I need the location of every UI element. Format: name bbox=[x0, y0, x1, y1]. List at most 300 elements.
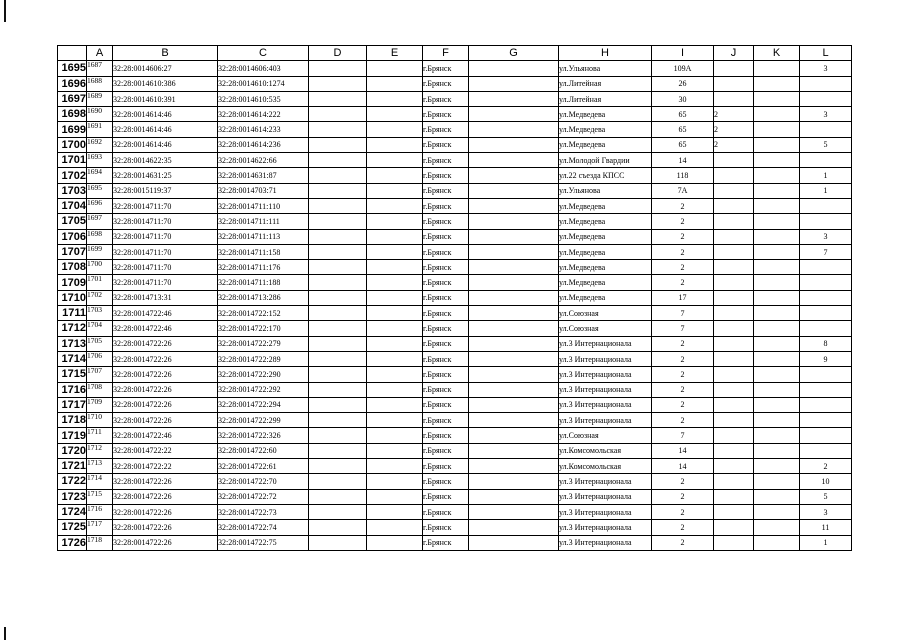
table-row bbox=[58, 336, 852, 351]
cell-l: 3 bbox=[800, 107, 852, 122]
cell-i: 30 bbox=[652, 91, 714, 106]
row-number: 1712 bbox=[58, 321, 87, 336]
column-header-l: L bbox=[800, 46, 852, 61]
table-row bbox=[58, 520, 852, 535]
table-row bbox=[58, 474, 852, 489]
cell-c: 32:28:0014703:71 bbox=[218, 183, 309, 198]
corner-cell bbox=[58, 46, 87, 61]
cell-h: ул.Медведева bbox=[559, 137, 652, 152]
cell-e bbox=[367, 290, 423, 305]
cell-l bbox=[800, 91, 852, 106]
cell-i: 2 bbox=[652, 336, 714, 351]
cell-b: 32:28:0014713:31 bbox=[113, 290, 218, 305]
cell-a: 1694 bbox=[87, 168, 113, 183]
cell-c: 32:28:0014713:286 bbox=[218, 290, 309, 305]
cell-c: 32:28:0014722:326 bbox=[218, 428, 309, 443]
cell-h: ул.3 Интернационала bbox=[559, 489, 652, 504]
cell-c: 32:28:0014631:87 bbox=[218, 168, 309, 183]
cell-l: 10 bbox=[800, 474, 852, 489]
table-row bbox=[58, 443, 852, 458]
cell-b: 32:28:0014711:70 bbox=[113, 229, 218, 244]
cell-c: 32:28:0014722:299 bbox=[218, 413, 309, 428]
row-number: 1702 bbox=[58, 168, 87, 183]
cell-g bbox=[469, 443, 559, 458]
cell-j bbox=[714, 459, 754, 474]
table-row bbox=[58, 198, 852, 213]
cell-f: г.Брянск bbox=[423, 183, 469, 198]
cell-g bbox=[469, 474, 559, 489]
cell-d bbox=[309, 443, 367, 458]
cell-k bbox=[754, 91, 800, 106]
cell-l: 5 bbox=[800, 137, 852, 152]
cell-e bbox=[367, 504, 423, 519]
cell-d bbox=[309, 474, 367, 489]
cell-f: г.Брянск bbox=[423, 535, 469, 550]
cell-e bbox=[367, 474, 423, 489]
cell-b: 32:28:0014722:46 bbox=[113, 321, 218, 336]
row-number: 1718 bbox=[58, 413, 87, 428]
cell-c: 32:28:0014722:294 bbox=[218, 397, 309, 412]
cell-a: 1703 bbox=[87, 306, 113, 321]
cell-k bbox=[754, 382, 800, 397]
cell-k bbox=[754, 443, 800, 458]
cell-d bbox=[309, 275, 367, 290]
cell-e bbox=[367, 61, 423, 76]
cell-h: ул.Медведева bbox=[559, 275, 652, 290]
cell-l bbox=[800, 428, 852, 443]
cell-h: ул.Молодой Гвардии bbox=[559, 153, 652, 168]
cell-h: ул.Союзная bbox=[559, 321, 652, 336]
cell-g bbox=[469, 183, 559, 198]
cell-h: ул.Медведева bbox=[559, 260, 652, 275]
cell-k bbox=[754, 321, 800, 336]
table-row bbox=[58, 214, 852, 229]
cell-i: 2 bbox=[652, 504, 714, 519]
cell-g bbox=[469, 413, 559, 428]
cell-b: 32:28:0014631:25 bbox=[113, 168, 218, 183]
row-number: 1706 bbox=[58, 229, 87, 244]
scan-edge-mark-bottom bbox=[4, 627, 6, 640]
cell-b: 32:28:0014722:26 bbox=[113, 474, 218, 489]
cell-d bbox=[309, 535, 367, 550]
cell-f: г.Брянск bbox=[423, 107, 469, 122]
cell-b: 32:28:0014722:26 bbox=[113, 367, 218, 382]
cell-h: ул.Медведева bbox=[559, 198, 652, 213]
cell-b: 32:28:0014722:26 bbox=[113, 520, 218, 535]
cell-c: 32:28:0014722:61 bbox=[218, 459, 309, 474]
cell-j bbox=[714, 535, 754, 550]
cell-j: 2 bbox=[714, 122, 754, 137]
cell-g bbox=[469, 275, 559, 290]
cell-i: 7 bbox=[652, 428, 714, 443]
cell-e bbox=[367, 367, 423, 382]
cell-k bbox=[754, 76, 800, 91]
row-number: 1700 bbox=[58, 137, 87, 152]
cell-g bbox=[469, 520, 559, 535]
cell-k bbox=[754, 351, 800, 366]
cell-i: 7 bbox=[652, 321, 714, 336]
cell-k bbox=[754, 367, 800, 382]
cell-g bbox=[469, 214, 559, 229]
cell-k bbox=[754, 489, 800, 504]
cell-b: 32:28:0014722:46 bbox=[113, 428, 218, 443]
cell-c: 32:28:0014722:74 bbox=[218, 520, 309, 535]
cell-b: 32:28:0014711:70 bbox=[113, 260, 218, 275]
cell-a: 1691 bbox=[87, 122, 113, 137]
cell-k bbox=[754, 168, 800, 183]
cell-d bbox=[309, 137, 367, 152]
cell-k bbox=[754, 183, 800, 198]
cell-d bbox=[309, 76, 367, 91]
row-number: 1695 bbox=[58, 61, 87, 76]
cell-l: 1 bbox=[800, 168, 852, 183]
cell-h: ул.Медведева bbox=[559, 290, 652, 305]
cell-a: 1716 bbox=[87, 504, 113, 519]
cell-h: ул.3 Интернационала bbox=[559, 520, 652, 535]
cell-e bbox=[367, 443, 423, 458]
cell-f: г.Брянск bbox=[423, 168, 469, 183]
cell-a: 1713 bbox=[87, 459, 113, 474]
cell-c: 32:28:0014722:170 bbox=[218, 321, 309, 336]
table-row bbox=[58, 382, 852, 397]
row-number: 1709 bbox=[58, 275, 87, 290]
cell-f: г.Брянск bbox=[423, 397, 469, 412]
table-row bbox=[58, 504, 852, 519]
cell-l bbox=[800, 214, 852, 229]
cell-g bbox=[469, 382, 559, 397]
cell-f: г.Брянск bbox=[423, 91, 469, 106]
cell-j bbox=[714, 61, 754, 76]
cell-k bbox=[754, 260, 800, 275]
cell-c: 32:28:0014614:236 bbox=[218, 137, 309, 152]
cell-d bbox=[309, 489, 367, 504]
cell-a: 1696 bbox=[87, 198, 113, 213]
cell-c: 32:28:0014711:158 bbox=[218, 244, 309, 259]
cell-e bbox=[367, 183, 423, 198]
cell-c: 32:28:0014606:403 bbox=[218, 61, 309, 76]
cell-j bbox=[714, 244, 754, 259]
cell-e bbox=[367, 198, 423, 213]
cell-g bbox=[469, 153, 559, 168]
cell-a: 1695 bbox=[87, 183, 113, 198]
cell-e bbox=[367, 336, 423, 351]
table-row bbox=[58, 306, 852, 321]
row-number: 1701 bbox=[58, 153, 87, 168]
cell-a: 1718 bbox=[87, 535, 113, 550]
cell-h: ул.3 Интернационала bbox=[559, 413, 652, 428]
cell-e bbox=[367, 306, 423, 321]
cell-j bbox=[714, 198, 754, 213]
cell-g bbox=[469, 367, 559, 382]
table-row bbox=[58, 260, 852, 275]
cell-f: г.Брянск bbox=[423, 489, 469, 504]
cell-k bbox=[754, 153, 800, 168]
cell-i: 14 bbox=[652, 153, 714, 168]
cell-h: ул.3 Интернационала bbox=[559, 351, 652, 366]
cell-d bbox=[309, 459, 367, 474]
cell-c: 32:28:0014722:70 bbox=[218, 474, 309, 489]
cell-g bbox=[469, 76, 559, 91]
cell-c: 32:28:0014622:66 bbox=[218, 153, 309, 168]
cell-i: 2 bbox=[652, 244, 714, 259]
cell-j bbox=[714, 397, 754, 412]
cell-d bbox=[309, 321, 367, 336]
cell-h: ул.Комсомольская bbox=[559, 443, 652, 458]
cell-a: 1717 bbox=[87, 520, 113, 535]
cell-a: 1687 bbox=[87, 61, 113, 76]
cell-k bbox=[754, 229, 800, 244]
row-number: 1703 bbox=[58, 183, 87, 198]
cell-i: 2 bbox=[652, 489, 714, 504]
cell-i: 65 bbox=[652, 122, 714, 137]
cell-b: 32:28:0014722:26 bbox=[113, 382, 218, 397]
cell-f: г.Брянск bbox=[423, 76, 469, 91]
cell-b: 32:28:0014614:46 bbox=[113, 107, 218, 122]
cell-l bbox=[800, 413, 852, 428]
cell-l bbox=[800, 382, 852, 397]
cell-i: 2 bbox=[652, 229, 714, 244]
cell-j: 2 bbox=[714, 107, 754, 122]
cell-k bbox=[754, 474, 800, 489]
cell-j bbox=[714, 489, 754, 504]
table-row bbox=[58, 489, 852, 504]
cell-j bbox=[714, 275, 754, 290]
cell-j bbox=[714, 260, 754, 275]
row-number: 1711 bbox=[58, 306, 87, 321]
cell-g bbox=[469, 306, 559, 321]
cell-a: 1705 bbox=[87, 336, 113, 351]
cell-d bbox=[309, 229, 367, 244]
table-row bbox=[58, 229, 852, 244]
cell-f: г.Брянск bbox=[423, 260, 469, 275]
cell-g bbox=[469, 137, 559, 152]
cell-k bbox=[754, 61, 800, 76]
cell-l bbox=[800, 321, 852, 336]
cell-g bbox=[469, 351, 559, 366]
cell-f: г.Брянск bbox=[423, 244, 469, 259]
cell-b: 32:28:0014722:26 bbox=[113, 413, 218, 428]
cell-b: 32:28:0014722:46 bbox=[113, 306, 218, 321]
column-header-j: J bbox=[714, 46, 754, 61]
column-header-f: F bbox=[423, 46, 469, 61]
cell-e bbox=[367, 321, 423, 336]
row-number: 1699 bbox=[58, 122, 87, 137]
cell-l bbox=[800, 76, 852, 91]
cell-i: 65 bbox=[652, 107, 714, 122]
cell-e bbox=[367, 91, 423, 106]
cell-j: 2 bbox=[714, 137, 754, 152]
cell-l: 3 bbox=[800, 229, 852, 244]
row-number: 1696 bbox=[58, 76, 87, 91]
cell-c: 32:28:0014722:72 bbox=[218, 489, 309, 504]
cell-g bbox=[469, 122, 559, 137]
cell-a: 1700 bbox=[87, 260, 113, 275]
cell-l: 1 bbox=[800, 183, 852, 198]
cell-f: г.Брянск bbox=[423, 229, 469, 244]
cell-l: 3 bbox=[800, 504, 852, 519]
cell-f: г.Брянск bbox=[423, 275, 469, 290]
cell-g bbox=[469, 91, 559, 106]
cell-e bbox=[367, 137, 423, 152]
cell-e bbox=[367, 107, 423, 122]
cell-g bbox=[469, 459, 559, 474]
cell-e bbox=[367, 397, 423, 412]
cell-c: 32:28:0014711:113 bbox=[218, 229, 309, 244]
table-row bbox=[58, 168, 852, 183]
cell-d bbox=[309, 244, 367, 259]
cell-f: г.Брянск bbox=[423, 474, 469, 489]
cell-i: 118 bbox=[652, 168, 714, 183]
row-number: 1716 bbox=[58, 382, 87, 397]
cell-c: 32:28:0014722:75 bbox=[218, 535, 309, 550]
cell-f: г.Брянск bbox=[423, 504, 469, 519]
cell-e bbox=[367, 413, 423, 428]
table-row bbox=[58, 367, 852, 382]
cell-a: 1706 bbox=[87, 351, 113, 366]
table-row bbox=[58, 535, 852, 550]
cell-k bbox=[754, 122, 800, 137]
cell-b: 32:28:0014722:26 bbox=[113, 351, 218, 366]
cell-h: ул.Ульянова bbox=[559, 183, 652, 198]
cell-j bbox=[714, 504, 754, 519]
table-row bbox=[58, 397, 852, 412]
cell-i: 2 bbox=[652, 413, 714, 428]
cell-a: 1707 bbox=[87, 367, 113, 382]
cell-k bbox=[754, 306, 800, 321]
cell-h: ул.Союзная bbox=[559, 306, 652, 321]
cell-f: г.Брянск bbox=[423, 137, 469, 152]
cell-e bbox=[367, 489, 423, 504]
cell-f: г.Брянск bbox=[423, 214, 469, 229]
cell-a: 1699 bbox=[87, 244, 113, 259]
cell-i: 65 bbox=[652, 137, 714, 152]
table-row bbox=[58, 183, 852, 198]
cell-i: 2 bbox=[652, 535, 714, 550]
cell-d bbox=[309, 91, 367, 106]
cell-g bbox=[469, 229, 559, 244]
cell-a: 1702 bbox=[87, 290, 113, 305]
cell-f: г.Брянск bbox=[423, 321, 469, 336]
cell-d bbox=[309, 260, 367, 275]
cell-d bbox=[309, 351, 367, 366]
cell-i: 2 bbox=[652, 474, 714, 489]
cell-i: 17 bbox=[652, 290, 714, 305]
cell-h: ул.3 Интернационала bbox=[559, 336, 652, 351]
cell-a: 1714 bbox=[87, 474, 113, 489]
table-row bbox=[58, 428, 852, 443]
cell-k bbox=[754, 275, 800, 290]
cell-j bbox=[714, 367, 754, 382]
cell-b: 32:28:0014614:46 bbox=[113, 122, 218, 137]
cell-g bbox=[469, 489, 559, 504]
cell-d bbox=[309, 61, 367, 76]
cell-f: г.Брянск bbox=[423, 306, 469, 321]
row-number: 1708 bbox=[58, 260, 87, 275]
cell-c: 32:28:0014614:222 bbox=[218, 107, 309, 122]
table-row bbox=[58, 107, 852, 122]
cell-f: г.Брянск bbox=[423, 459, 469, 474]
cell-h: ул.Союзная bbox=[559, 428, 652, 443]
column-header-row bbox=[58, 46, 852, 61]
row-number: 1707 bbox=[58, 244, 87, 259]
cell-h: ул.3 Интернационала bbox=[559, 367, 652, 382]
cell-i: 14 bbox=[652, 459, 714, 474]
cell-k bbox=[754, 244, 800, 259]
cell-d bbox=[309, 336, 367, 351]
row-number: 1698 bbox=[58, 107, 87, 122]
cell-e bbox=[367, 153, 423, 168]
cell-b: 32:28:0014622:35 bbox=[113, 153, 218, 168]
cell-e bbox=[367, 168, 423, 183]
cell-i: 14 bbox=[652, 443, 714, 458]
cell-j bbox=[714, 229, 754, 244]
cell-g bbox=[469, 336, 559, 351]
column-header-c: C bbox=[218, 46, 309, 61]
cell-a: 1689 bbox=[87, 91, 113, 106]
column-header-e: E bbox=[367, 46, 423, 61]
cell-f: г.Брянск bbox=[423, 290, 469, 305]
cell-l bbox=[800, 290, 852, 305]
cell-h: ул.3 Интернационала bbox=[559, 382, 652, 397]
row-number: 1717 bbox=[58, 397, 87, 412]
cell-b: 32:28:0014722:26 bbox=[113, 504, 218, 519]
cell-l bbox=[800, 260, 852, 275]
cell-j bbox=[714, 474, 754, 489]
row-number: 1724 bbox=[58, 504, 87, 519]
cell-b: 32:28:0015119:37 bbox=[113, 183, 218, 198]
cell-a: 1690 bbox=[87, 107, 113, 122]
cell-g bbox=[469, 260, 559, 275]
table-row bbox=[58, 153, 852, 168]
row-number: 1720 bbox=[58, 443, 87, 458]
cell-g bbox=[469, 290, 559, 305]
cell-c: 32:28:0014722:152 bbox=[218, 306, 309, 321]
cell-j bbox=[714, 183, 754, 198]
column-header-k: K bbox=[754, 46, 800, 61]
cell-a: 1701 bbox=[87, 275, 113, 290]
cell-c: 32:28:0014610:535 bbox=[218, 91, 309, 106]
cell-c: 32:28:0014711:176 bbox=[218, 260, 309, 275]
table-row bbox=[58, 244, 852, 259]
cell-b: 32:28:0014722:26 bbox=[113, 535, 218, 550]
cell-h: ул.3 Интернационала bbox=[559, 474, 652, 489]
row-number: 1723 bbox=[58, 489, 87, 504]
cell-i: 26 bbox=[652, 76, 714, 91]
cell-i: 109А bbox=[652, 61, 714, 76]
cell-i: 2 bbox=[652, 351, 714, 366]
cell-i: 2 bbox=[652, 260, 714, 275]
cell-c: 32:28:0014711:188 bbox=[218, 275, 309, 290]
cell-a: 1715 bbox=[87, 489, 113, 504]
column-header-a: A bbox=[87, 46, 113, 61]
cell-j bbox=[714, 520, 754, 535]
cell-g bbox=[469, 504, 559, 519]
cell-a: 1710 bbox=[87, 413, 113, 428]
cell-k bbox=[754, 290, 800, 305]
cell-e bbox=[367, 214, 423, 229]
cell-l bbox=[800, 275, 852, 290]
cell-h: ул.Медведева bbox=[559, 122, 652, 137]
cell-g bbox=[469, 61, 559, 76]
cell-c: 32:28:0014711:110 bbox=[218, 198, 309, 213]
cell-l bbox=[800, 153, 852, 168]
table-row bbox=[58, 137, 852, 152]
table-row bbox=[58, 61, 852, 76]
table-row bbox=[58, 122, 852, 137]
table-row bbox=[58, 91, 852, 106]
cell-f: г.Брянск bbox=[423, 122, 469, 137]
cell-c: 32:28:0014722:290 bbox=[218, 367, 309, 382]
